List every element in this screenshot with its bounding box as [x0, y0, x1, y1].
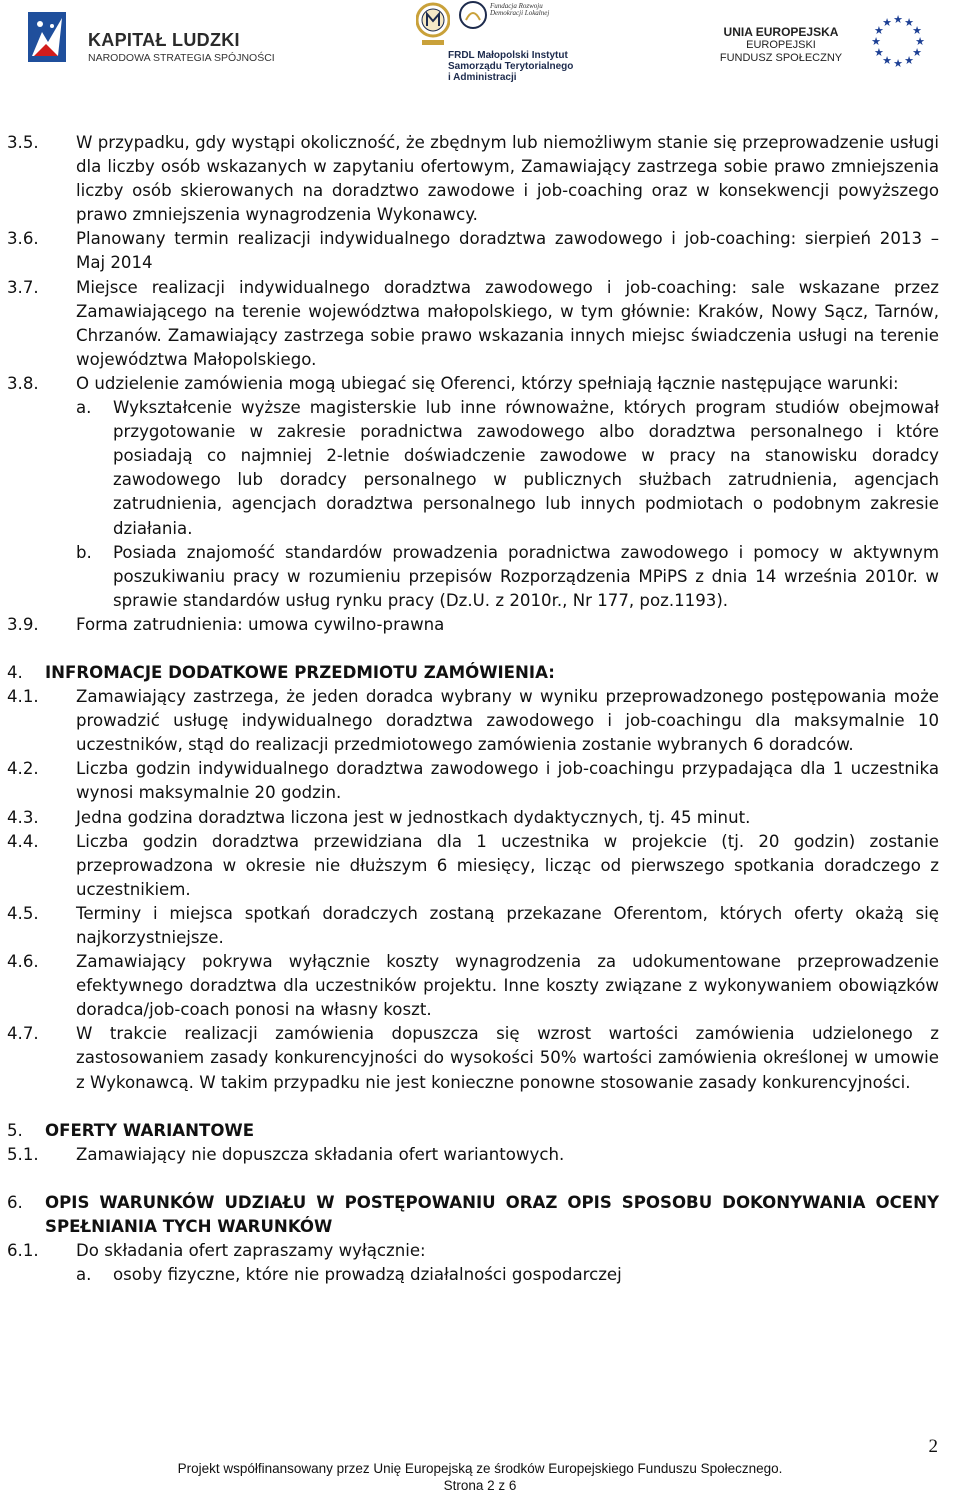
eu-star-icon: ★ — [915, 35, 925, 48]
clause-text: Jedna godzina doradztwa liczona jest w jednostkach dydaktycznych, tj. 45 minut. — [76, 807, 751, 827]
clause-4-2 — [7, 757, 939, 805]
section-6-heading — [7, 1191, 939, 1239]
page-number: 2 — [928, 1436, 938, 1457]
mistia-emblem-icon — [416, 2, 450, 48]
clause-3-5 — [7, 131, 939, 227]
eu-line2: EUROPEJSKI — [746, 39, 816, 51]
eu-star-icon: ★ — [904, 15, 914, 29]
condition-letter: b. — [76, 542, 92, 562]
section-number: 5. — [7, 1120, 23, 1140]
eu-star-icon: ★ — [912, 24, 922, 37]
clause-number: 4.1. — [7, 687, 39, 707]
clause-text: O udzielenie zamówienia mogą ubiegać się Oferenci, którzy spełniają łącznie następujące warunki: — [76, 373, 899, 393]
page-header — [0, 0, 960, 100]
fundacja-line2: Demokracji Lokalnej — [490, 9, 550, 17]
clause-text: Miejsce realizacji indywidualnego doradztwa zawodowego i job-coaching: sale wskazane przez Zamawiającego na terenie województwa małopolskiego, w tym głównie: Kraków, Nowy Sącz, Tarnów, Chrzanów. Zamawiający zastrzega sobie prawo wskazania innych miejsc świadczenia usługi na terenie województwa Małopolskiego. — [76, 277, 939, 369]
clause-text: Terminy i miejsca spotkań doradczych zostaną przekazane Oferentom, których oferty okażą się najkorzystniejsze. — [76, 903, 939, 947]
clause-text: Planowany termin realizacji indywidualnego doradztwa zawodowego i job-coaching: sierpień 2013 – Maj 2014 — [76, 229, 939, 273]
clause-text: Zamawiający nie dopuszcza składania ofert wariantowych. — [76, 1144, 565, 1164]
eu-star-icon: ★ — [871, 35, 881, 48]
eu-star-icon: ★ — [882, 54, 892, 68]
eu-star-icon: ★ — [893, 13, 903, 26]
clause-3-9 — [7, 613, 939, 637]
clause-4-6 — [7, 950, 939, 1022]
document-body — [7, 131, 939, 1287]
clause-number: 3.8. — [7, 373, 39, 393]
section-4-heading — [7, 661, 939, 685]
section-number: 6. — [7, 1192, 23, 1212]
eu-text — [712, 25, 850, 65]
clause-6-1 — [7, 1239, 939, 1287]
condition-text: Wykształcenie wyższe magisterskie lub inne równoważne, których program studiów obejmował przygotowanie w zakresie poradnictwa zawodowego albo doradztwa personalnego i które posiadają co najmniej 2-letnie doświadczenie zawodowe w pracy na stanowisku doradcy zawodowego lub doradcy personalnego w publicznych służbach zatrudnienia, agencjach zatrudnienia, agencjach doradztwa personalnego lub innych podmiotach o podobnym zakresie działania. — [113, 398, 939, 538]
clause-number: 3.7. — [7, 277, 39, 297]
fundacja-line1: Fundacja Rozwoju — [490, 2, 543, 10]
clause-4-5 — [7, 902, 939, 950]
kapital-ludzki-emblem-icon — [28, 12, 68, 64]
clause-text: Zamawiający zastrzega, że jeden doradca wybrany w wyniku przeprowadzonego postępowania może prowadzić usługę indywidualnego doradztwa zawodowego i job-coachingu dla maksymalnie 10 uczestników, stąd do realizacji przedmiotowego zamówienia zostanie wybranych 6 doradców. — [76, 687, 939, 755]
fundacja-emblem-icon — [458, 0, 488, 30]
clause-number: 3.6. — [7, 229, 39, 249]
frdl-mistia-logo — [410, 0, 574, 92]
funding-statement: Projekt współfinansowany przez Unię Europejską ze środków Europejskiego Funduszu Społecznego. — [177, 1461, 783, 1476]
clause-text: Forma zatrudnienia: umowa cywilno-prawna — [76, 614, 445, 634]
fundacja-text — [490, 3, 549, 17]
clause-number: 4.4. — [7, 831, 39, 851]
clause-3-8 — [7, 372, 939, 613]
frdl-name — [448, 50, 574, 83]
frdl-line2: Samorządu Terytorialnego — [448, 61, 574, 72]
section-5-heading — [7, 1119, 939, 1143]
clause-4-7 — [7, 1022, 939, 1094]
clause-4-4 — [7, 830, 939, 902]
clause-text: Liczba godzin indywidualnego doradztwa zawodowego i job-coachingu przypadająca dla 1 uczestnika wynosi maksymalnie 20 godzin. — [76, 759, 939, 803]
eu-star-icon: ★ — [912, 46, 922, 59]
condition-a — [76, 396, 939, 541]
kl-subtitle: NARODOWA STRATEGIA SPÓJNOŚCI — [88, 52, 275, 64]
kapital-ludzki-logo — [24, 6, 275, 66]
clause-number: 3.5. — [7, 133, 39, 152]
clause-3-7 — [7, 276, 939, 372]
clause-text: Do składania ofert zapraszamy wyłącznie: — [76, 1241, 426, 1261]
eu-star-icon: ★ — [874, 24, 884, 37]
eu-star-icon: ★ — [904, 54, 914, 68]
section-title: OPIS WARUNKÓW UDZIAŁU W POSTĘPOWANIU ORAZ OPIS SPOSOBU DOKONYWANIA OCENY SPEŁNIANIA TYCH WARUNKÓW — [45, 1192, 939, 1236]
eu-star-icon: ★ — [893, 57, 903, 70]
clause-number: 4.3. — [7, 807, 39, 827]
clause-4-3 — [7, 806, 939, 830]
clause-5-1 — [7, 1143, 939, 1167]
eu-logo — [712, 8, 942, 78]
clause-number: 4.6. — [7, 952, 39, 972]
clause-number: 5.1. — [7, 1144, 39, 1164]
page-counter: Strona 2 z 6 — [443, 1478, 517, 1493]
section-title: INFROMACJE DODATKOWE PRZEDMIOTU ZAMÓWIENIA: — [45, 662, 555, 682]
invitee-letter: a. — [76, 1265, 92, 1285]
clause-text: Zamawiający pokrywa wyłącznie koszty wynagrodzenia za udokumentowane przeprowadzenie efektywnego doradztwa dla uczestników projektu. Inne koszty związane z wykonywaniem obowiązków doradca/job-coach ponosi na własny koszt. — [76, 952, 939, 1020]
invitee-a — [76, 1263, 939, 1287]
frdl-line3: i Administracji — [448, 72, 517, 83]
eu-star-icon: ★ — [874, 46, 884, 59]
section-title: OFERTY WARIANTOWE — [45, 1120, 255, 1140]
clause-text: W trakcie realizacji zamówienia dopuszcza się wzrost wartości zamówienia udzielonego z zastosowaniem zasady konkurencyjności do wysokości 50% wartości zamówienia określonej w umowie z Wykonawcą. W takim przypadku nie jest konieczne ponowne stosowanie zasady konkurencyjności. — [76, 1024, 939, 1092]
condition-b — [76, 541, 939, 613]
eu-star-icon: ★ — [882, 15, 892, 29]
clause-number: 4.5. — [7, 903, 39, 923]
clause-number: 6.1. — [7, 1241, 39, 1261]
clause-4-1 — [7, 685, 939, 757]
section-number: 4. — [7, 662, 23, 682]
frdl-line1: FRDL Małopolski Instytut — [448, 50, 568, 61]
clause-text: W przypadku, gdy wystąpi okoliczność, że zbędnym lub niemożliwym stanie się przeprowadzenie usługi dla liczby osób wskazanych w zapytaniu ofertowym, Zamawiający zastrzega sobie prawo zmniejszenia liczby osób skierowanych na doradztwo zawodowe i job-coaching oraz w konsekwencji powyższego prawo zmniejszenia wynagrodzenia Wykonawcy. — [76, 133, 939, 225]
eu-line1: UNIA EUROPEJSKA — [723, 25, 839, 39]
clause-3-6 — [7, 227, 939, 275]
clause-number: 4.7. — [7, 1024, 39, 1044]
clause-number: 3.9. — [7, 614, 39, 634]
kl-title: KAPITAŁ LUDZKI — [88, 30, 240, 50]
eu-line3: FUNDUSZ SPOŁECZNY — [719, 52, 843, 64]
condition-text: Posiada znajomość standardów prowadzenia poradnictwa zawodowego i pomocy w aktywnym poszukiwaniu pracy w rozumieniu przepisów Rozporządzenia MPiPS z dnia 14 września 2010r. w sprawie standardów usług rynku pracy (Dz.U. z 2010r., Nr 177, poz.1193). — [113, 542, 939, 610]
invitee-text: osoby fizyczne, które nie prowadzą działalności gospodarczej — [113, 1265, 622, 1285]
clause-text: Liczba godzin doradztwa przewidziana dla 1 uczestnika w projekcie (tj. 20 godzin) zostanie przeprowadzona w okresie nie dłuższym 6 miesięcy, licząc od pierwszego spotkania doradczego z uczestnikiem. — [76, 831, 939, 899]
clause-number: 4.2. — [7, 759, 39, 779]
eu-stars-flag-icon — [858, 10, 938, 72]
condition-letter: a. — [76, 398, 92, 418]
